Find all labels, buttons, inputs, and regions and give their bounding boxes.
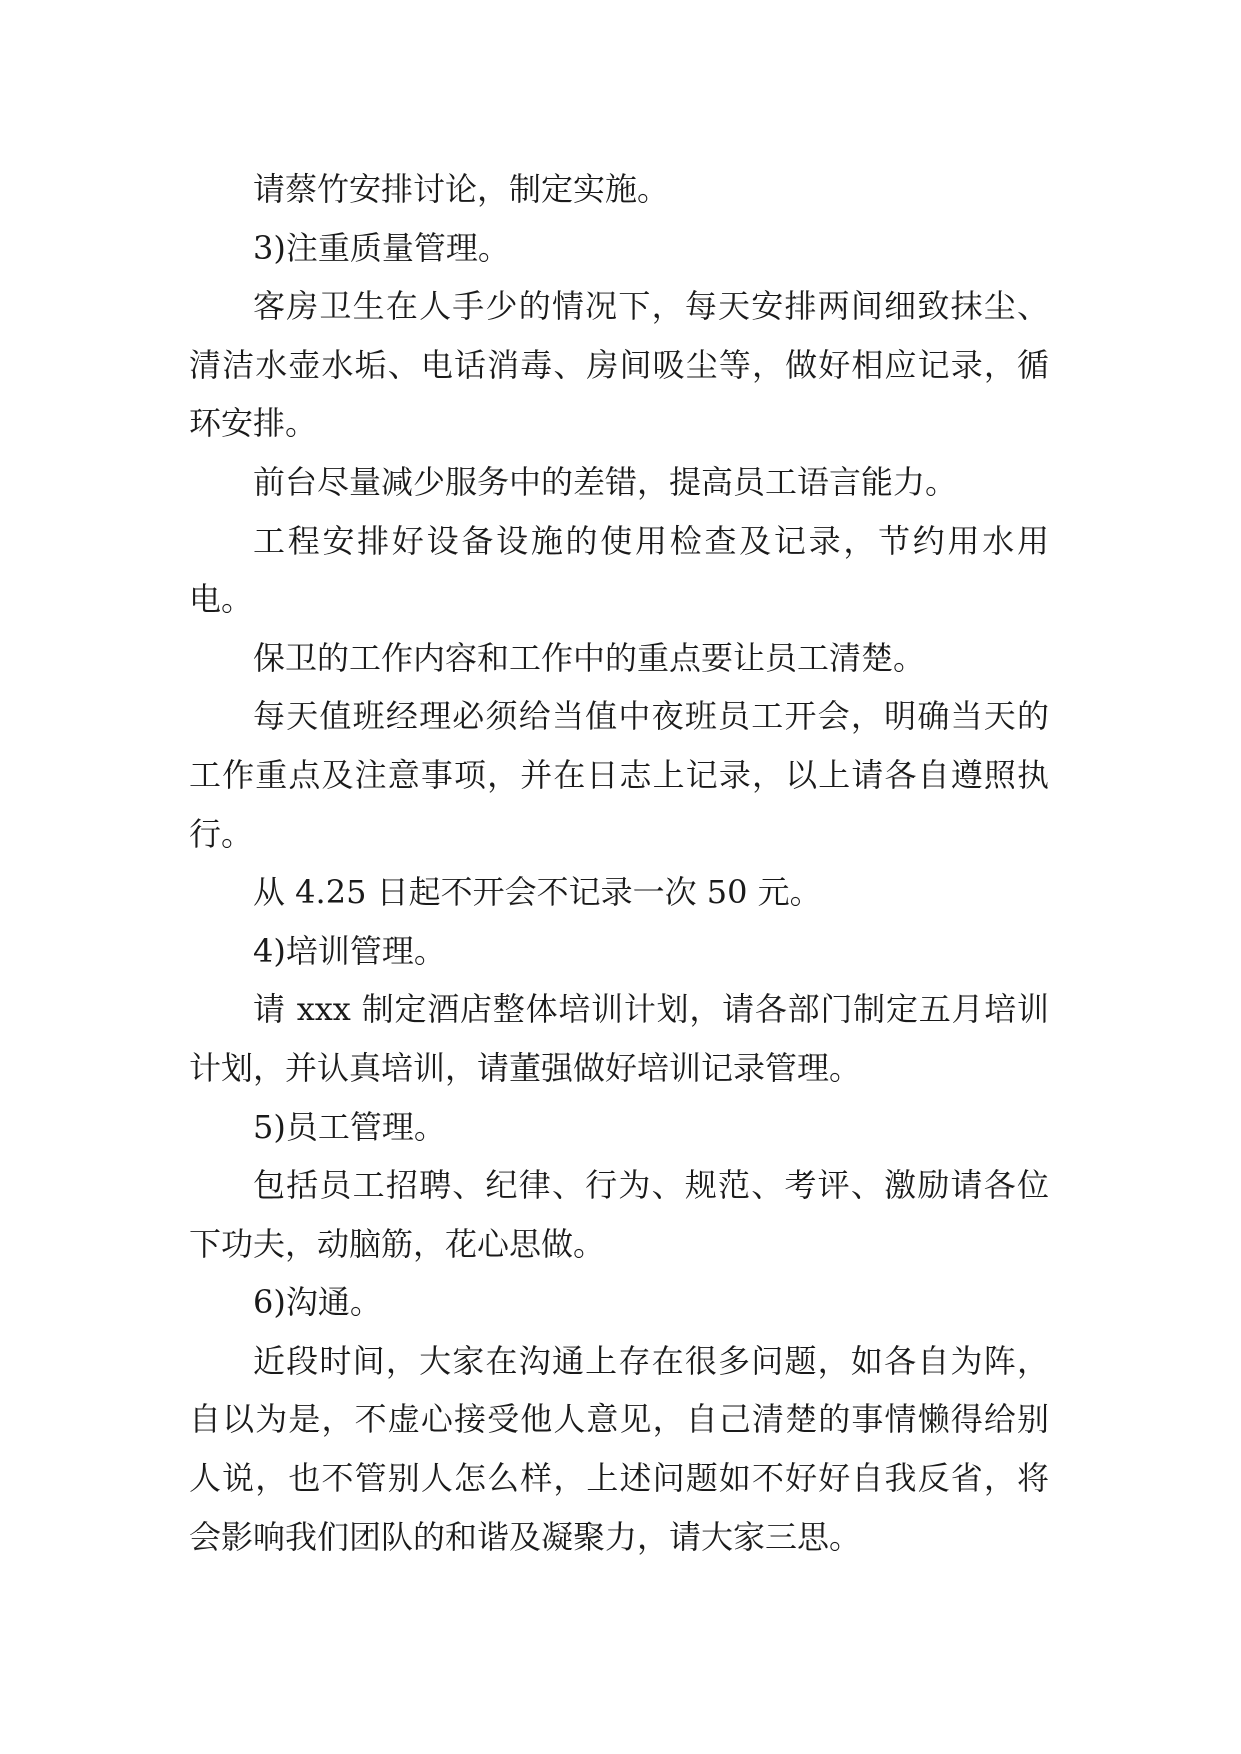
paragraph-staff: 包括员工招聘、纪律、行为、规范、考评、激励请各位下功夫，动脑筋，花心思做。: [189, 1166, 1049, 1263]
paragraph-engineering: 工程安排好设备设施的使用检查及记录，节约用水用电。: [189, 521, 1049, 619]
paragraph-duty-manager: 每天值班经理必须给当值中夜班员工开会，明确当天的工作重点及注意事项，并在日志上记录，以上请各自遵照执行。: [189, 697, 1049, 853]
heading-training-management: 4)培训管理。: [253, 931, 446, 970]
paragraph-communication: 近段时间，大家在沟通上存在很多问题，如各自为阵，自以为是，不虚心接受他人意见，自己清楚的事情懒得给别人说，也不管别人怎么样，上述问题如不好好自我反省，将会影响我们团队的和谐及凝聚力，请大家三思。: [189, 1341, 1049, 1556]
paragraph-discussion: 请蔡竹安排讨论，制定实施。: [253, 170, 670, 208]
document-body: [189, 160, 1049, 1566]
paragraph-training-plan: 请 xxx 制定酒店整体培训计划，请各部门制定五月培训计划，并认真培训，请董强做好培训记录管理。: [189, 990, 1049, 1087]
heading-communication: 6)沟通。: [253, 1283, 382, 1322]
paragraph-security: 保卫的工作内容和工作中的重点要让员工清楚。: [253, 638, 926, 677]
heading-staff-management: 5)员工管理。: [253, 1107, 446, 1146]
paragraph-housekeeping: 客房卫生在人手少的情况下，每天安排两间细致抹尘、清洁水壶水垢、电话消毒、房间吸尘等，做好相应记录，循环安排。: [189, 287, 1049, 443]
heading-quality-management: 3)注重质量管理。: [253, 228, 510, 267]
paragraph-penalty: 从 4.25 日起不开会不记录一次 50 元。: [253, 873, 822, 912]
paragraph-front-desk: 前台尽量减少服务中的差错，提高员工语言能力。: [253, 462, 958, 501]
